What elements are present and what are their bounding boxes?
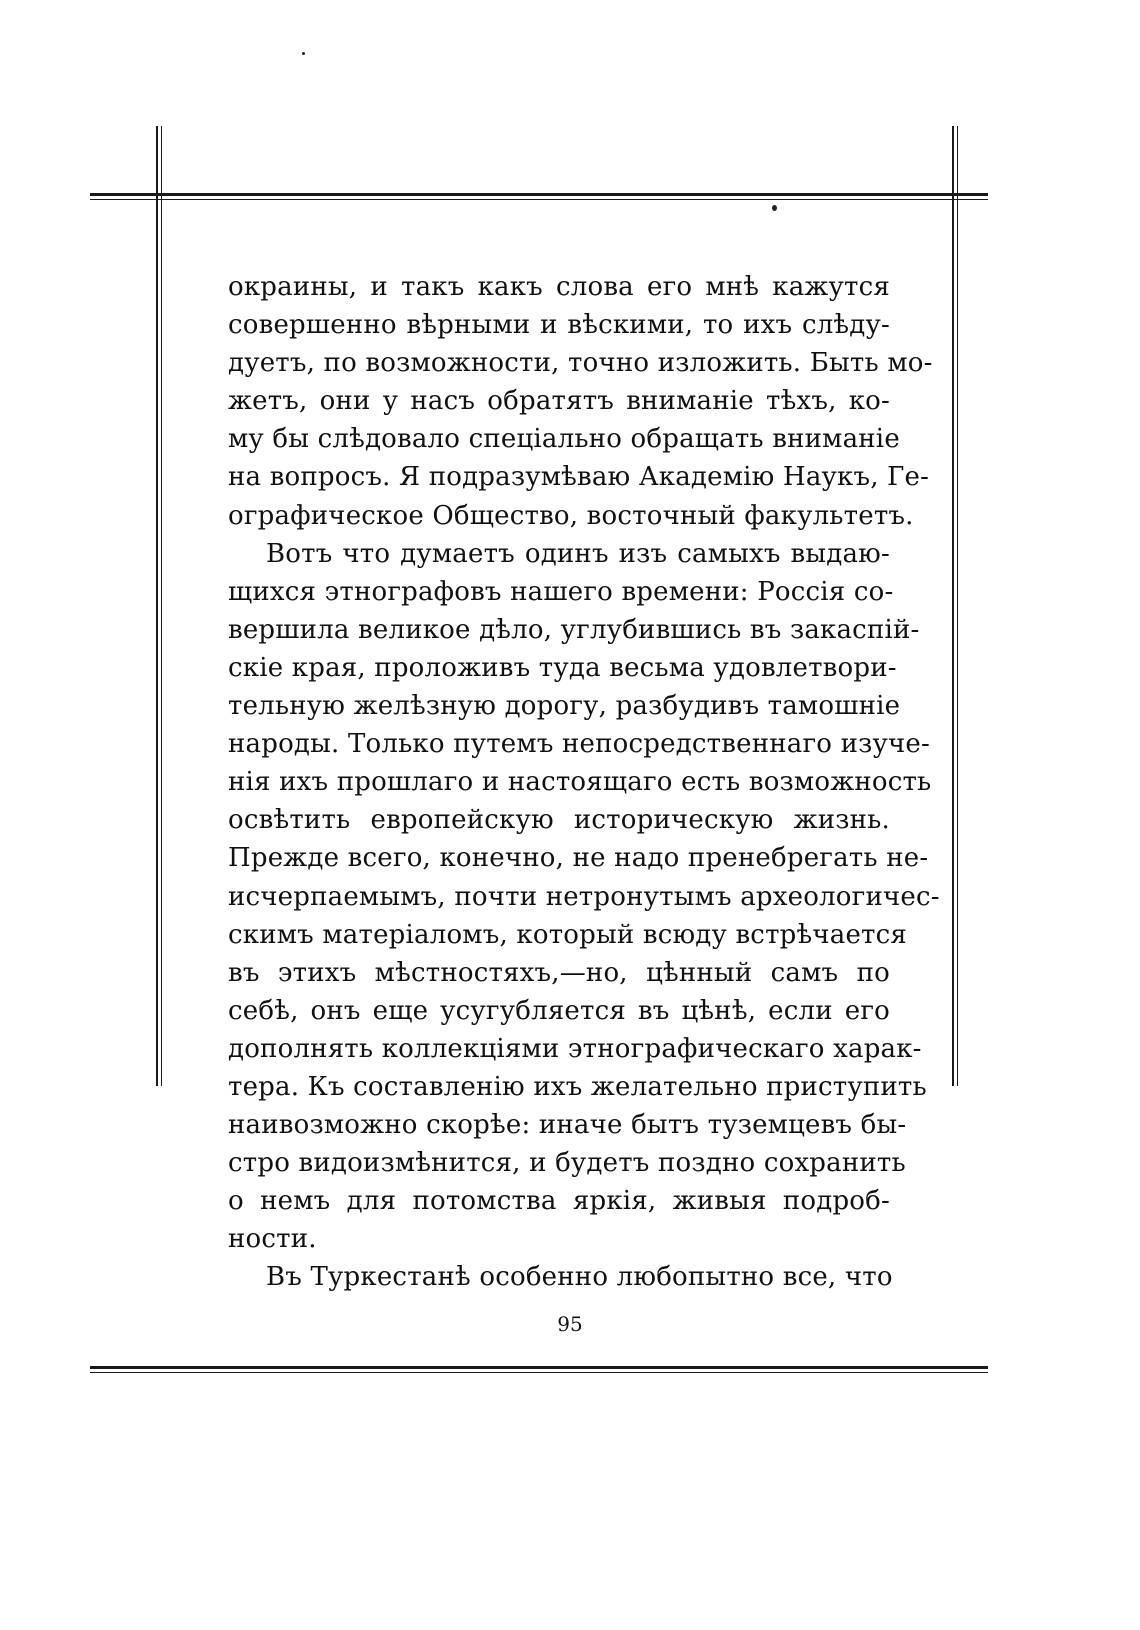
text-line: въ этихъ мѣстностяхъ,—но, цѣнный самъ по [228,957,890,988]
text-line: ографическое Общество, восточный факультетъ. [228,500,914,531]
text-line: наивозможно скорѣе: иначе бытъ туземцевъ бы- [228,1110,907,1141]
ink-speck [302,52,305,55]
text-line: нія ихъ прошлаго и настоящаго есть возможность [228,767,932,798]
left-border-rule-thin [161,126,162,1086]
page-number: 95 [557,1312,583,1336]
body-text [228,268,940,1297]
text-line: тера. Къ составленію ихъ желательно приступить [228,1071,927,1102]
text-line: ности. [228,1224,317,1255]
paragraph [228,535,940,1259]
right-border-rule-thin [957,126,958,1086]
text-line: жетъ, они у насъ обратятъ вниманіе тѣхъ, ко- [228,386,890,417]
text-line: вершила великое дѣло, углубившись въ закаспій- [228,614,920,645]
text-line: исчерпаемымъ, почти нетронутымъ археологичес- [228,881,940,912]
text-line: дополнять коллекціями этнографическаго харак- [228,1033,922,1064]
text-line: дуетъ, по возможности, точно изложить. Быть мо- [228,348,933,379]
bottom-border-rule [90,1366,988,1369]
top-border-rule-thin [90,199,988,200]
text-line: тельную желѣзную дорогу, разбудивъ тамошніе [228,691,901,722]
text-line: на вопросъ. Я подразумѣваю Академію Наукъ, Ге- [228,462,930,493]
text-line: окраины, и такъ какъ слова его мнѣ кажутся [228,272,890,302]
text-line: Прежде всего, конечно, не надо пренебрегать не- [228,843,929,874]
text-line: народы. Только путемъ непосредственнаго изуче- [228,729,930,760]
text-line: себѣ, онъ еще усугубляется въ цѣнѣ, если его [228,995,890,1026]
text-line: совершенно вѣрными и вѣскими, то ихъ слѣду- [228,310,890,341]
text-line: освѣтить европейскую историческую жизнь. [228,805,890,836]
text-line: Въ Туркестанѣ особенно любопытно все, что [266,1262,893,1293]
ink-speck [772,205,777,211]
text-line: Вотъ что думаетъ одинъ изъ самыхъ выдаю- [266,538,890,569]
text-line: му бы слѣдовало спеціально обращать вниманіе [228,424,900,455]
text-line: о немъ для потомства яркія, живыя подроб- [228,1186,890,1217]
text-line: стро видоизмѣнится, и будетъ поздно сохранить [228,1148,906,1179]
top-border-rule [90,193,988,196]
text-line: скіе края, проложивъ туда весьма удовлетвори- [228,652,897,683]
text-line: скимъ матеріаломъ, который всюду встрѣчается [228,919,907,950]
text-line: щихся этнографовъ нашего времени: Россія со- [228,576,894,607]
left-border-rule [156,126,158,1086]
paragraph [228,268,933,535]
paragraph [228,1258,893,1296]
bottom-border-rule-thin [90,1372,988,1373]
right-border-rule [952,126,954,1086]
